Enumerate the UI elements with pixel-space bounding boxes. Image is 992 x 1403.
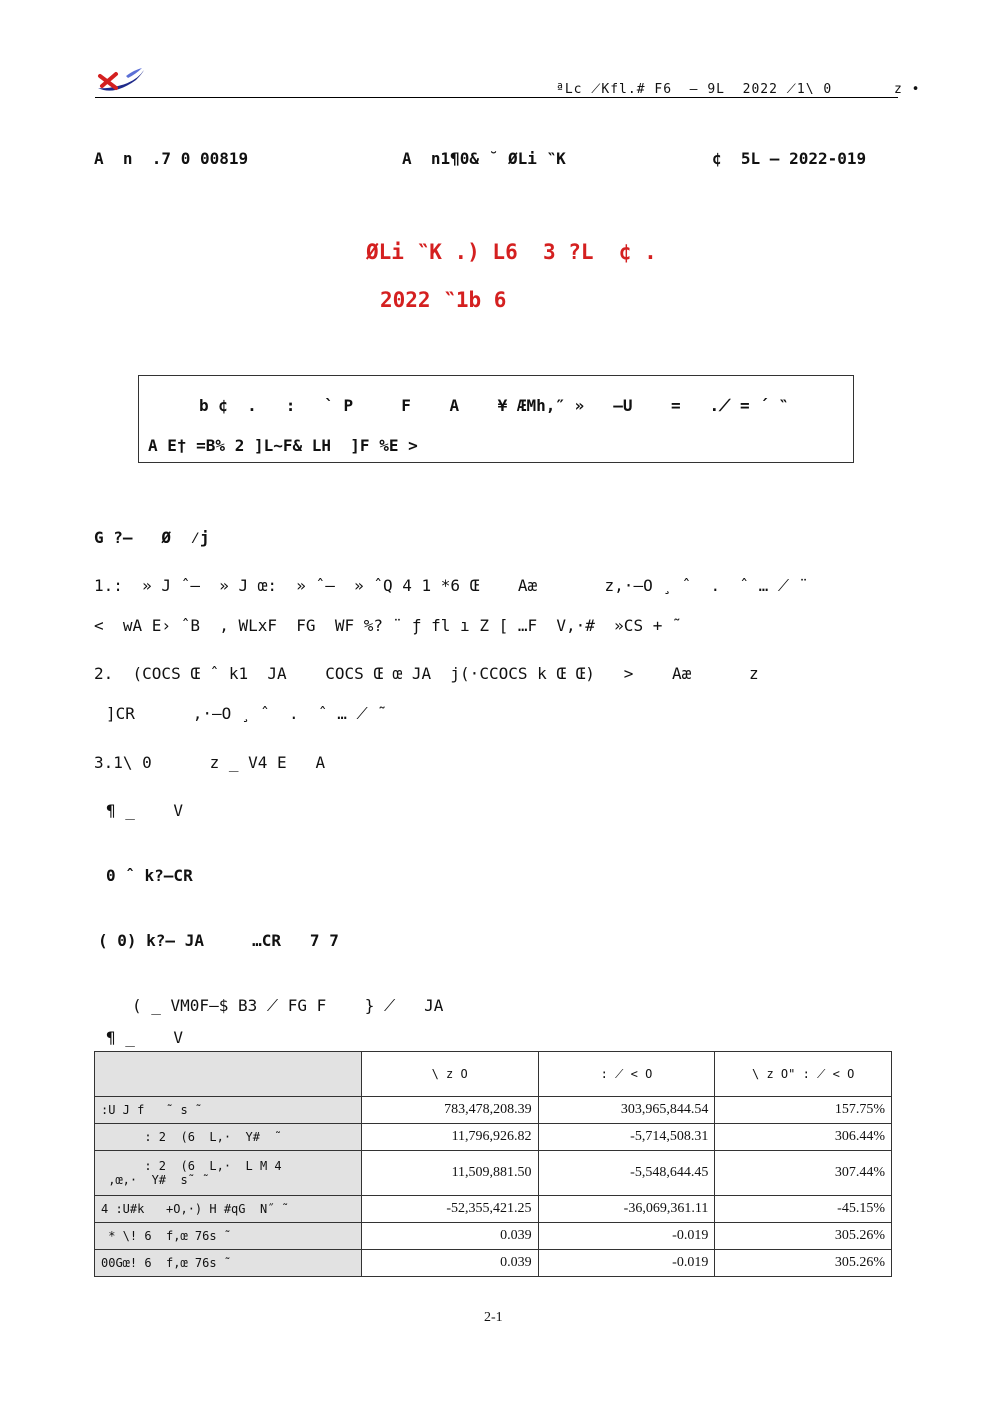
row-label: :U J f ˜ s ˜ xyxy=(95,1097,362,1124)
row-label: : 2 (6 L,· Y# ˜ xyxy=(95,1124,362,1151)
row-change-value: 305.26% xyxy=(715,1250,892,1277)
section-heading-2: 0 ˆ k?–CR xyxy=(106,866,193,885)
header-cell-change: \ z O" : ⟋ < O xyxy=(715,1052,892,1097)
company-logo xyxy=(96,62,146,96)
row-previous-value: -5,548,644.45 xyxy=(538,1151,715,1196)
stock-short-name: A n1¶0& ˘ ØLi ‶K xyxy=(402,149,566,168)
table-row xyxy=(95,1124,892,1151)
document-subtitle: 2022 ‶1b 6 xyxy=(380,288,507,312)
table-intro: ( _ VM0F–$ B3 ⟋ FG F } ⟋ JA xyxy=(132,996,444,1015)
page-number: 2-1 xyxy=(484,1310,503,1325)
row-label: : 2 (6 L,· L M 4 ,œ,· Y# s˜ ˜ xyxy=(95,1151,362,1196)
paragraph-item-3: 3.1\ 0 z _ V4 E A xyxy=(94,753,326,772)
paragraph-item-1-line-2: < wA E› ˆB , WLxF FG WF %? ¨ ƒ fl ı Z [ …F V,·# »CS + ˜ xyxy=(94,616,682,635)
unit-label-1: ¶ _ V xyxy=(106,801,184,820)
section-heading-1: G ?– Ø ⁄j xyxy=(94,528,210,547)
table-row xyxy=(95,1250,892,1277)
table-row xyxy=(95,1097,892,1124)
table-row xyxy=(95,1223,892,1250)
row-change-value: 305.26% xyxy=(715,1223,892,1250)
paragraph-item-2-line-2: ]CR ,·–O ¸ ˆ . ˆ … ⟋ ˜ xyxy=(106,704,387,723)
row-current-value: -52,355,421.25 xyxy=(361,1196,538,1223)
row-label: 4 :U#k +O,·) H #qG N˝ ˜ xyxy=(95,1196,362,1223)
header-text: ªLc ⟋Kfl.# F6 – 9L 2022 ⟋1\ 0 z • xyxy=(556,82,921,97)
notice-line-2: A E† =B% 2 ]L~F& LH ]F %E > xyxy=(148,436,418,455)
notice-box xyxy=(138,375,854,463)
table-header-row xyxy=(95,1052,892,1097)
announcement-number: ¢ 5L – 2022-019 xyxy=(712,149,867,168)
row-label: * \! 6 f,œ 76s ˜ xyxy=(95,1223,362,1250)
row-previous-value: -0.019 xyxy=(538,1223,715,1250)
row-change-value: 306.44% xyxy=(715,1124,892,1151)
paragraph-item-1-line-1: 1.: » J ˆ– » J œ: » ˆ– » ˆQ 4 1 *6 Œ Aæ z,·–O ¸ ˆ . ˆ … ⟋ ¨ xyxy=(94,576,809,595)
notice-line-1: b ¢ . : ` P F A ¥ ÆMh,″ » –U = .⟋ = ´ ‶ xyxy=(199,396,789,415)
header-cell-item xyxy=(95,1052,362,1097)
row-current-value: 0.039 xyxy=(361,1250,538,1277)
row-change-value: 157.75% xyxy=(715,1097,892,1124)
table-row xyxy=(95,1196,892,1223)
paragraph-item-2-line-1: 2. (COCS Œ ˆ k1 JA COCS Œ œ JA j(·CCOCS k Œ Œ) > Aæ z xyxy=(94,664,759,683)
document-title: ØLi ‶K .) L6 3 ?L ¢ . xyxy=(366,240,657,264)
section-heading-3: ( 0) k?– JA …CR 7 7 xyxy=(98,931,339,950)
row-previous-value: -5,714,508.31 xyxy=(538,1124,715,1151)
row-current-value: 11,796,926.82 xyxy=(361,1124,538,1151)
header-cell-current: \ z O xyxy=(361,1052,538,1097)
unit-label-2: ¶ _ V xyxy=(106,1028,184,1047)
header-divider xyxy=(95,97,898,98)
row-current-value: 0.039 xyxy=(361,1223,538,1250)
row-current-value: 783,478,208.39 xyxy=(361,1097,538,1124)
financial-summary-table xyxy=(94,1051,892,1277)
header-cell-previous: : ⟋ < O xyxy=(538,1052,715,1097)
table-row xyxy=(95,1151,892,1196)
row-current-value: 11,509,881.50 xyxy=(361,1151,538,1196)
row-change-value: -45.15% xyxy=(715,1196,892,1223)
row-previous-value: 303,965,844.54 xyxy=(538,1097,715,1124)
row-previous-value: -36,069,361.11 xyxy=(538,1196,715,1223)
row-label: 00Gœ! 6 f,œ 76s ˜ xyxy=(95,1250,362,1277)
row-previous-value: -0.019 xyxy=(538,1250,715,1277)
row-change-value: 307.44% xyxy=(715,1151,892,1196)
stock-code: A n .7 0 00819 xyxy=(94,149,249,168)
